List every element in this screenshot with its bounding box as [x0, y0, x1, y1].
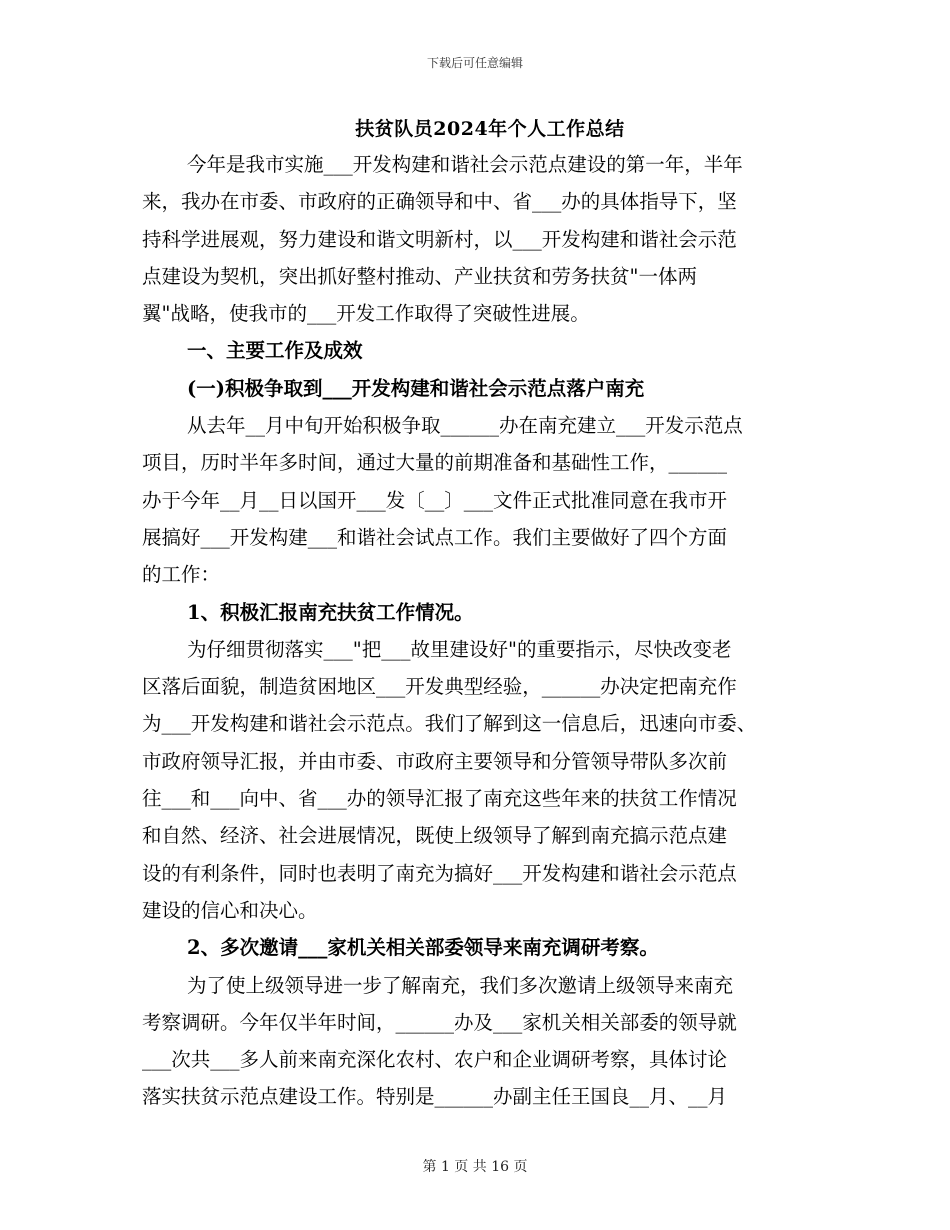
document-body: [142, 146, 818, 1116]
body-line: 考察调研。今年仅半年时间，______办及___家机关相关部委的领导就: [142, 1010, 737, 1034]
body-line: 为了使上级领导进一步了解南充，我们多次邀请上级领导来南充: [187, 973, 734, 997]
section-heading: 一、主要工作及成效: [187, 339, 363, 363]
body-line: 持科学进展观，努力建设和谐文明新村，以___开发构建和谐社会示范: [142, 227, 737, 251]
body-line: 往___和___向中、省___办的领导汇报了南充这些年来的扶贫工作情况: [142, 787, 737, 811]
body-line: 办于今年__月__日以国开___发〔__〕___文件正式批准同意在我市开: [142, 488, 728, 512]
item-heading: 1、积极汇报南充扶贫工作情况。: [187, 600, 474, 624]
body-line: 市政府领导汇报，并由市委、市政府主要领导和分管领导带队多次前: [142, 749, 728, 773]
body-line: 翼"战略，使我市的___开发工作取得了突破性进展。: [142, 302, 590, 326]
body-line: 落实扶贫示范点建设工作。特别是______办副主任王国良__月、__月: [142, 1085, 728, 1109]
body-line: 今年是我市实施___开发构建和谐社会示范点建设的第一年，半年: [187, 153, 743, 176]
body-line: 和自然、经济、社会进展情况，既使上级领导了解到南充搞示范点建: [142, 824, 728, 848]
body-line: 从去年__月中旬开始积极争取______办在南充建立___开发示范点: [187, 414, 743, 438]
header-note: 下载后可任意编辑: [426, 56, 523, 70]
subsection-heading: (一)积极争取到___开发构建和谐社会示范点落户南充: [187, 376, 645, 400]
body-line: 来，我办在市委、市政府的正确领导和中、省___办的具体指导下，坚: [142, 190, 737, 214]
body-line: 点建设为契机，突出抓好整村推动、产业扶贫和劳务扶贫"一体两: [142, 264, 697, 288]
body-line: 区落后面貌，制造贫困地区___开发典型经验，______办决定把南充作: [142, 675, 737, 699]
body-line: 的工作：: [142, 563, 221, 587]
page-footer: 第 1 页 共 16 页: [422, 1159, 528, 1175]
document-title: 扶贫队员2024年个人工作总结: [355, 118, 625, 140]
body-line: ___次共___多人前来南充深化农村、农户和企业调研考察，具体讨论: [142, 1048, 728, 1072]
body-line: 为仔细贯彻落实___"把___故里建设好"的重要指示，尽快改变老: [187, 637, 732, 661]
body-line: 展搞好___开发构建___和谐社会试点工作。我们主要做好了四个方面: [142, 525, 728, 549]
body-line: 设的有利条件，同时也表明了南充为搞好___开发构建和谐社会示范点: [142, 861, 737, 885]
body-line: 项目，历时半年多时间，通过大量的前期准备和基础性工作，______: [142, 451, 728, 475]
body-line: 为___开发构建和谐社会示范点。我们了解到这一信息后，迅速向市委、: [142, 712, 757, 736]
item-heading: 2、多次邀请___家机关相关部委领导来南充调研考察。: [187, 936, 659, 960]
body-line: 建设的信心和决心。: [142, 898, 318, 922]
